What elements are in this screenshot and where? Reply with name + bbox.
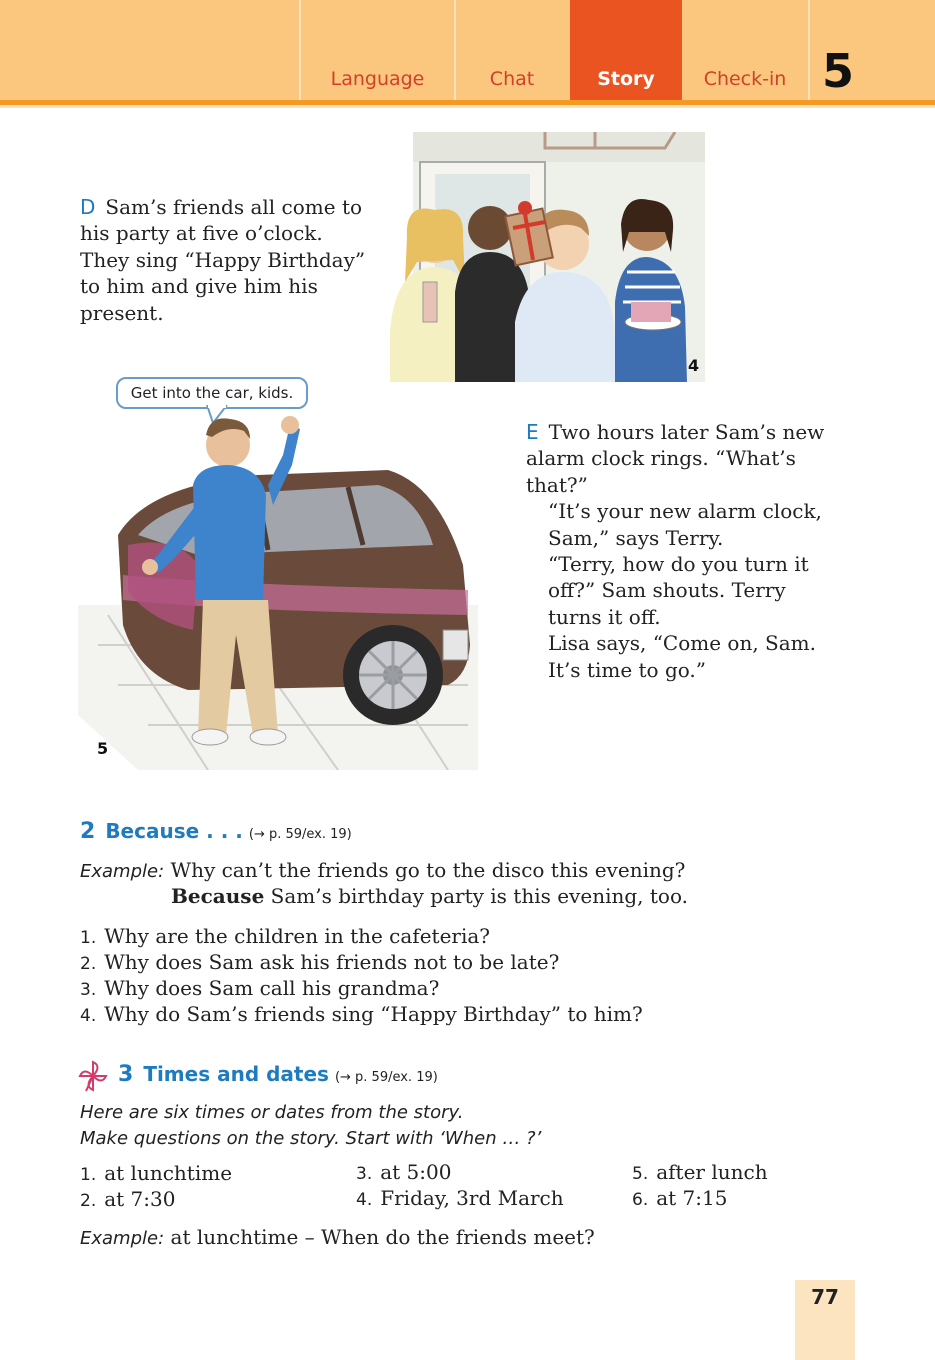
list-item xyxy=(80,924,490,948)
list-number: 4. xyxy=(356,1190,373,1210)
list-item xyxy=(80,1187,175,1211)
exercise-3-example xyxy=(80,1225,595,1249)
exercise-2-example-answer xyxy=(171,884,688,908)
section-e-line: Two hours later Sam’s new alarm clock rings. “What’s that?” xyxy=(526,420,825,497)
party-illustration xyxy=(375,132,710,387)
section-letter: E xyxy=(526,420,539,444)
example-answer-bold: Because xyxy=(171,884,265,908)
section-e-line: “It’s your new alarm clock, Sam,” says Terry. xyxy=(548,499,822,550)
tab-story[interactable]: Story xyxy=(570,0,682,100)
list-number: 1. xyxy=(80,1165,97,1185)
exercise-title: Times and dates xyxy=(143,1062,329,1086)
item-text: at 7:15 xyxy=(656,1186,728,1210)
picture-number-4: 4 xyxy=(688,356,700,375)
pinwheel-icon xyxy=(78,1060,108,1092)
exercise-3-instruction: Make questions on the story. Start with ‘When … ?’ xyxy=(80,1128,542,1149)
tab-separator xyxy=(808,0,810,100)
section-letter: D xyxy=(80,195,96,219)
item-text: at 7:30 xyxy=(104,1187,176,1211)
list-item xyxy=(356,1186,564,1210)
list-number: 3. xyxy=(80,980,97,1000)
story-section-e xyxy=(526,419,831,683)
list-number: 2. xyxy=(80,954,97,974)
picture-number-5: 5 xyxy=(97,739,109,758)
header-underline-light xyxy=(0,105,935,108)
list-item xyxy=(80,976,439,1000)
list-number: 6. xyxy=(632,1190,649,1210)
story-section-d xyxy=(80,194,370,326)
list-number: 2. xyxy=(80,1191,97,1211)
section-e-line: “Terry, how do you turn it off?” Sam shouts. Terry turns it off. xyxy=(548,552,809,629)
list-item xyxy=(632,1186,727,1210)
section-d-text: Sam’s friends all come to his party at five o’clock. They sing “Happy Birthday” to him and give him his present. xyxy=(80,195,366,325)
example-answer-rest: Sam’s birthday party is this evening, too. xyxy=(264,884,688,908)
tab-check-in[interactable]: Check-in xyxy=(703,68,787,90)
exercise-number: 3 xyxy=(118,1062,134,1087)
list-item xyxy=(80,1161,232,1185)
question-text: Why does Sam call his grandma? xyxy=(104,976,440,1000)
example-label: Example: xyxy=(80,1228,165,1249)
list-number: 5. xyxy=(632,1164,649,1184)
list-item xyxy=(632,1160,768,1184)
list-number: 3. xyxy=(356,1164,373,1184)
question-text: Why do Sam’s friends sing “Happy Birthday” to him? xyxy=(104,1002,643,1026)
list-number: 4. xyxy=(80,1006,97,1026)
question-text: Why are the children in the cafeteria? xyxy=(104,924,491,948)
unit-number: 5 xyxy=(822,44,855,98)
question-text: Why does Sam ask his friends not to be late? xyxy=(104,950,560,974)
example-label: Example: xyxy=(80,861,165,882)
list-item xyxy=(80,950,559,974)
exercise-number: 2 xyxy=(80,819,96,844)
exercise-title: Because . . . xyxy=(105,819,243,843)
page-number: 77 xyxy=(811,1285,839,1309)
list-item xyxy=(356,1160,451,1184)
item-text: at lunchtime xyxy=(104,1161,233,1185)
exercise-3-instruction: Here are six times or dates from the story. xyxy=(80,1102,464,1123)
list-item xyxy=(80,1002,643,1026)
exercise-2-example xyxy=(80,858,685,882)
speech-bubble: Get into the car, kids. xyxy=(116,377,308,409)
tab-language[interactable]: Language xyxy=(330,68,425,90)
item-text: after lunch xyxy=(656,1160,768,1184)
section-e-line: Lisa says, “Come on, Sam. It’s time to go.” xyxy=(548,631,816,682)
car-illustration xyxy=(78,415,478,770)
exercise-3-heading xyxy=(118,1062,438,1087)
example-question: Why can’t the friends go to the disco this evening? xyxy=(170,858,686,882)
example-text: at lunchtime – When do the friends meet? xyxy=(170,1225,595,1249)
exercise-reference: (→ p. 59/ex. 19) xyxy=(334,1070,438,1085)
item-text: Friday, 3rd March xyxy=(380,1186,564,1210)
list-number: 1. xyxy=(80,928,97,948)
exercise-reference: (→ p. 59/ex. 19) xyxy=(248,827,352,842)
item-text: at 5:00 xyxy=(380,1160,452,1184)
exercise-2-heading xyxy=(80,819,352,844)
tab-chat[interactable]: Chat xyxy=(489,68,535,90)
